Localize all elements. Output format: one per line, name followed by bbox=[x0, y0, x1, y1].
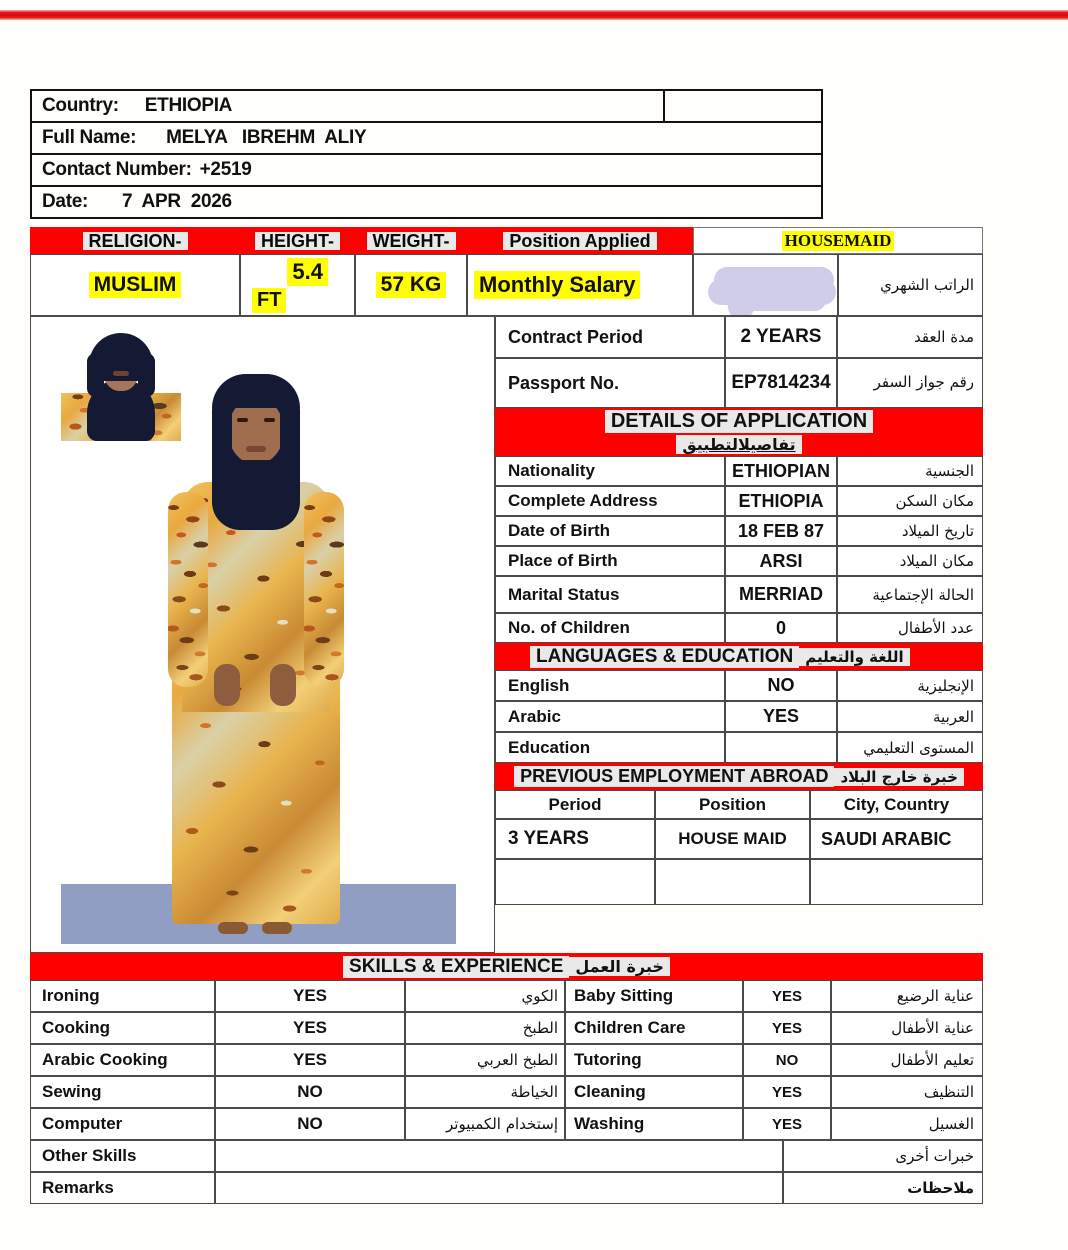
remarks-ar: ملاحظات bbox=[907, 1179, 974, 1197]
language-ar-cell bbox=[837, 670, 983, 701]
employment-position bbox=[655, 859, 810, 905]
skills-title-en: SKILLS & EXPERIENCE bbox=[343, 956, 569, 978]
skill-left-label: Computer bbox=[30, 1108, 215, 1140]
skill-right-ar: الغسيل bbox=[928, 1115, 974, 1133]
employment-city-country bbox=[810, 859, 983, 905]
passport-ar: رقم جواز السفر bbox=[873, 373, 974, 392]
skill-right-label: Washing bbox=[565, 1108, 743, 1140]
details-label: Nationality bbox=[495, 456, 725, 486]
language-value bbox=[725, 732, 837, 763]
details-ar-cell bbox=[837, 576, 983, 613]
language-ar: العربية bbox=[933, 707, 974, 726]
details-title-en-banner bbox=[495, 408, 983, 434]
skill-right-ar-cell bbox=[831, 980, 983, 1012]
table-row bbox=[30, 1012, 983, 1044]
table-row bbox=[495, 486, 983, 516]
employment-header-row bbox=[495, 790, 983, 819]
fullname-cell bbox=[31, 122, 822, 154]
employment-col-period: Period bbox=[495, 790, 655, 819]
employment-city-country: SAUDI ARABIC bbox=[810, 819, 983, 859]
skill-left-label: Ironing bbox=[30, 980, 215, 1012]
contract-period-ar: مدة العقد bbox=[914, 328, 974, 346]
details-ar: تاريخ الميلاد bbox=[901, 522, 974, 540]
applicant-photo bbox=[30, 316, 495, 953]
other-skills-value bbox=[215, 1140, 783, 1172]
skill-left-ar-cell bbox=[405, 980, 565, 1012]
weight-value-cell bbox=[355, 254, 467, 316]
details-label: Place of Birth bbox=[495, 546, 725, 576]
skill-right-value: YES bbox=[743, 1012, 831, 1044]
right-details-panel bbox=[495, 316, 983, 953]
date-cell bbox=[31, 186, 822, 218]
remarks-value bbox=[215, 1172, 783, 1204]
monthly-salary-ar: الراتب الشهري bbox=[880, 276, 974, 294]
details-value: MERRIAD bbox=[725, 576, 837, 613]
fullname-value: MELYA IBREHM ALIY bbox=[166, 127, 367, 148]
skill-left-ar: الكوي bbox=[521, 987, 558, 1005]
other-skills-ar: خبرات أخرى bbox=[895, 1147, 974, 1165]
applicant-info-table bbox=[30, 89, 823, 219]
top-red-bar bbox=[0, 10, 1068, 20]
table-row bbox=[495, 701, 983, 732]
date-label: Date: bbox=[42, 191, 89, 212]
contact-cell bbox=[31, 154, 822, 186]
monthly-salary-label-cell bbox=[467, 254, 693, 316]
language-value: YES bbox=[725, 701, 837, 732]
table-row bbox=[495, 546, 983, 576]
skill-left-value: NO bbox=[215, 1108, 405, 1140]
details-ar-cell bbox=[837, 516, 983, 546]
table-row bbox=[31, 90, 822, 122]
religion-value: MUSLIM bbox=[89, 272, 182, 298]
details-value: ETHIOPIAN bbox=[725, 456, 837, 486]
skill-right-value: YES bbox=[743, 980, 831, 1012]
skill-right-label: Cleaning bbox=[565, 1076, 743, 1108]
skill-right-ar-cell bbox=[831, 1108, 983, 1140]
country-value: ETHIOPIA bbox=[144, 95, 233, 116]
skill-left-ar: إستخدام الكمبيوتر bbox=[446, 1115, 558, 1133]
details-ar-cell bbox=[837, 456, 983, 486]
details-ar: الجنسية bbox=[925, 462, 974, 480]
skill-left-label: Cooking bbox=[30, 1012, 215, 1044]
language-label: Education bbox=[495, 732, 725, 763]
language-ar-cell bbox=[837, 701, 983, 732]
details-ar: عدد الأطفال bbox=[898, 619, 974, 637]
weight-header bbox=[355, 227, 467, 254]
passport-value: EP7814234 bbox=[725, 358, 837, 408]
photo-and-details-row bbox=[30, 316, 983, 953]
table-row bbox=[495, 613, 983, 643]
band-header-row bbox=[30, 227, 983, 254]
employment-period: 3 YEARS bbox=[495, 819, 655, 859]
table-row bbox=[495, 516, 983, 546]
language-ar: المستوى التعليمي bbox=[863, 738, 974, 757]
language-ar-cell bbox=[837, 732, 983, 763]
details-value: ARSI bbox=[725, 546, 837, 576]
contract-period-value: 2 YEARS bbox=[725, 316, 837, 358]
employment-position: HOUSE MAID bbox=[655, 819, 810, 859]
applicant-headshot-inset bbox=[61, 331, 181, 441]
employment-col-position: Position bbox=[655, 790, 810, 819]
language-ar: الإنجليزية bbox=[917, 676, 974, 695]
employment-rows bbox=[495, 819, 983, 905]
table-row bbox=[495, 456, 983, 486]
details-label: No. of Children bbox=[495, 613, 725, 643]
skill-right-ar-cell bbox=[831, 1012, 983, 1044]
date-value: 7 APR 2026 bbox=[122, 191, 232, 212]
details-ar: مكان السكن bbox=[895, 492, 974, 510]
skill-right-label: Children Care bbox=[565, 1012, 743, 1044]
passport-label: Passport No. bbox=[495, 358, 725, 408]
religion-header bbox=[30, 227, 240, 254]
details-title-ar: تفاصيلالتطبيق bbox=[676, 435, 801, 454]
employment-title-banner bbox=[495, 763, 983, 790]
other-skills-row bbox=[30, 1140, 983, 1172]
contract-period-ar-cell bbox=[837, 316, 983, 358]
table-row bbox=[30, 1108, 983, 1140]
languages-title-en: LANGUAGES & EDUCATION bbox=[530, 646, 799, 668]
details-ar: الحالة الإجتماعية bbox=[872, 585, 974, 604]
skill-left-value: YES bbox=[215, 1012, 405, 1044]
details-ar: مكان الميلاد bbox=[899, 552, 974, 570]
details-value: ETHIOPIA bbox=[725, 486, 837, 516]
skill-right-label: Baby Sitting bbox=[565, 980, 743, 1012]
passport-row bbox=[495, 358, 983, 408]
skill-right-ar: عناية الأطفال bbox=[891, 1019, 974, 1037]
language-label: Arabic bbox=[495, 701, 725, 732]
employment-period bbox=[495, 859, 655, 905]
skill-left-label: Arabic Cooking bbox=[30, 1044, 215, 1076]
employment-title-ar: خبرة خارج البلاد bbox=[834, 768, 963, 786]
details-label: Complete Address bbox=[495, 486, 725, 516]
skill-left-ar-cell bbox=[405, 1044, 565, 1076]
language-rows bbox=[495, 670, 983, 763]
table-row bbox=[495, 576, 983, 613]
contact-value: +2519 bbox=[199, 159, 252, 180]
skill-left-value: YES bbox=[215, 1044, 405, 1076]
skill-right-value: YES bbox=[743, 1076, 831, 1108]
skills-title-banner bbox=[30, 953, 983, 980]
details-value: 18 FEB 87 bbox=[725, 516, 837, 546]
height-label: HEIGHT- bbox=[255, 232, 340, 250]
height-value-cell bbox=[240, 254, 355, 316]
position-applied-header bbox=[467, 227, 693, 254]
skill-left-value: YES bbox=[215, 980, 405, 1012]
languages-title-ar: اللغة والتعليم bbox=[799, 648, 909, 666]
details-rows bbox=[495, 456, 983, 643]
empty-cell bbox=[664, 90, 822, 122]
skill-right-label: Tutoring bbox=[565, 1044, 743, 1076]
skill-left-ar: الطبخ العربي bbox=[477, 1051, 558, 1069]
skill-left-ar-cell bbox=[405, 1076, 565, 1108]
position-applied-value-cell bbox=[693, 227, 983, 254]
remarks-label: Remarks bbox=[30, 1172, 215, 1204]
weight-value: 57 KG bbox=[376, 272, 447, 298]
height-unit: FT bbox=[252, 288, 286, 313]
table-row bbox=[495, 670, 983, 701]
height-header bbox=[240, 227, 355, 254]
table-row bbox=[30, 1044, 983, 1076]
position-applied-label: Position Applied bbox=[503, 232, 656, 250]
details-ar-cell bbox=[837, 486, 983, 516]
contract-period-label: Contract Period bbox=[495, 316, 725, 358]
monthly-salary-ar-cell bbox=[838, 254, 983, 316]
table-row bbox=[495, 859, 983, 905]
details-ar-cell bbox=[837, 546, 983, 576]
band-value-row bbox=[30, 254, 983, 316]
position-applied-value: HOUSEMAID bbox=[782, 231, 895, 251]
monthly-salary-label: Monthly Salary bbox=[474, 271, 640, 299]
skill-right-ar-cell bbox=[831, 1044, 983, 1076]
skill-left-ar-cell bbox=[405, 1012, 565, 1044]
language-value: NO bbox=[725, 670, 837, 701]
skill-left-ar: الطبخ bbox=[522, 1019, 558, 1037]
skill-left-ar: الخياطة bbox=[510, 1083, 558, 1101]
skill-right-value: YES bbox=[743, 1108, 831, 1140]
employment-col-city: City, Country bbox=[810, 790, 983, 819]
skill-right-ar-cell bbox=[831, 1076, 983, 1108]
skill-right-value: NO bbox=[743, 1044, 831, 1076]
fullname-label: Full Name: bbox=[42, 127, 137, 148]
height-value: 5.4 bbox=[287, 258, 328, 286]
applicant-full-body bbox=[166, 364, 346, 934]
skill-right-ar: التنظيف bbox=[923, 1083, 974, 1101]
religion-label: RELIGION- bbox=[83, 232, 188, 250]
country-label: Country: bbox=[42, 95, 119, 116]
religion-value-cell bbox=[30, 254, 240, 316]
skill-left-label: Sewing bbox=[30, 1076, 215, 1108]
employment-title-en: PREVIOUS EMPLOYMENT ABROAD bbox=[514, 766, 834, 787]
details-ar-cell bbox=[837, 613, 983, 643]
languages-title-banner bbox=[495, 643, 983, 670]
language-label: English bbox=[495, 670, 725, 701]
other-skills-label: Other Skills bbox=[30, 1140, 215, 1172]
table-row bbox=[495, 732, 983, 763]
table-row bbox=[30, 1076, 983, 1108]
monthly-salary-value-cell bbox=[693, 254, 838, 316]
table-row bbox=[30, 980, 983, 1012]
details-title-ar-banner bbox=[495, 434, 983, 456]
passport-ar-cell bbox=[837, 358, 983, 408]
table-row bbox=[31, 154, 822, 186]
main-form bbox=[30, 227, 983, 1204]
remarks-ar-cell bbox=[783, 1172, 983, 1204]
details-label: Marital Status bbox=[495, 576, 725, 613]
contact-label: Contact Number: bbox=[42, 159, 192, 180]
contract-period-row bbox=[495, 316, 983, 358]
skill-left-ar-cell bbox=[405, 1108, 565, 1140]
table-row bbox=[495, 819, 983, 859]
skills-title-ar: خبرة العمل bbox=[569, 957, 670, 976]
weight-label: WEIGHT- bbox=[367, 232, 456, 250]
details-title-en: DETAILS OF APPLICATION bbox=[605, 410, 873, 433]
skills-rows bbox=[30, 980, 983, 1140]
remarks-row bbox=[30, 1172, 983, 1204]
details-value: 0 bbox=[725, 613, 837, 643]
skill-right-ar: عناية الرضيع bbox=[896, 987, 974, 1005]
other-skills-ar-cell bbox=[783, 1140, 983, 1172]
table-row bbox=[31, 122, 822, 154]
table-row bbox=[31, 186, 822, 218]
country-cell bbox=[31, 90, 664, 122]
skill-left-value: NO bbox=[215, 1076, 405, 1108]
skill-right-ar: تعليم الأطفال bbox=[890, 1051, 974, 1069]
details-label: Date of Birth bbox=[495, 516, 725, 546]
